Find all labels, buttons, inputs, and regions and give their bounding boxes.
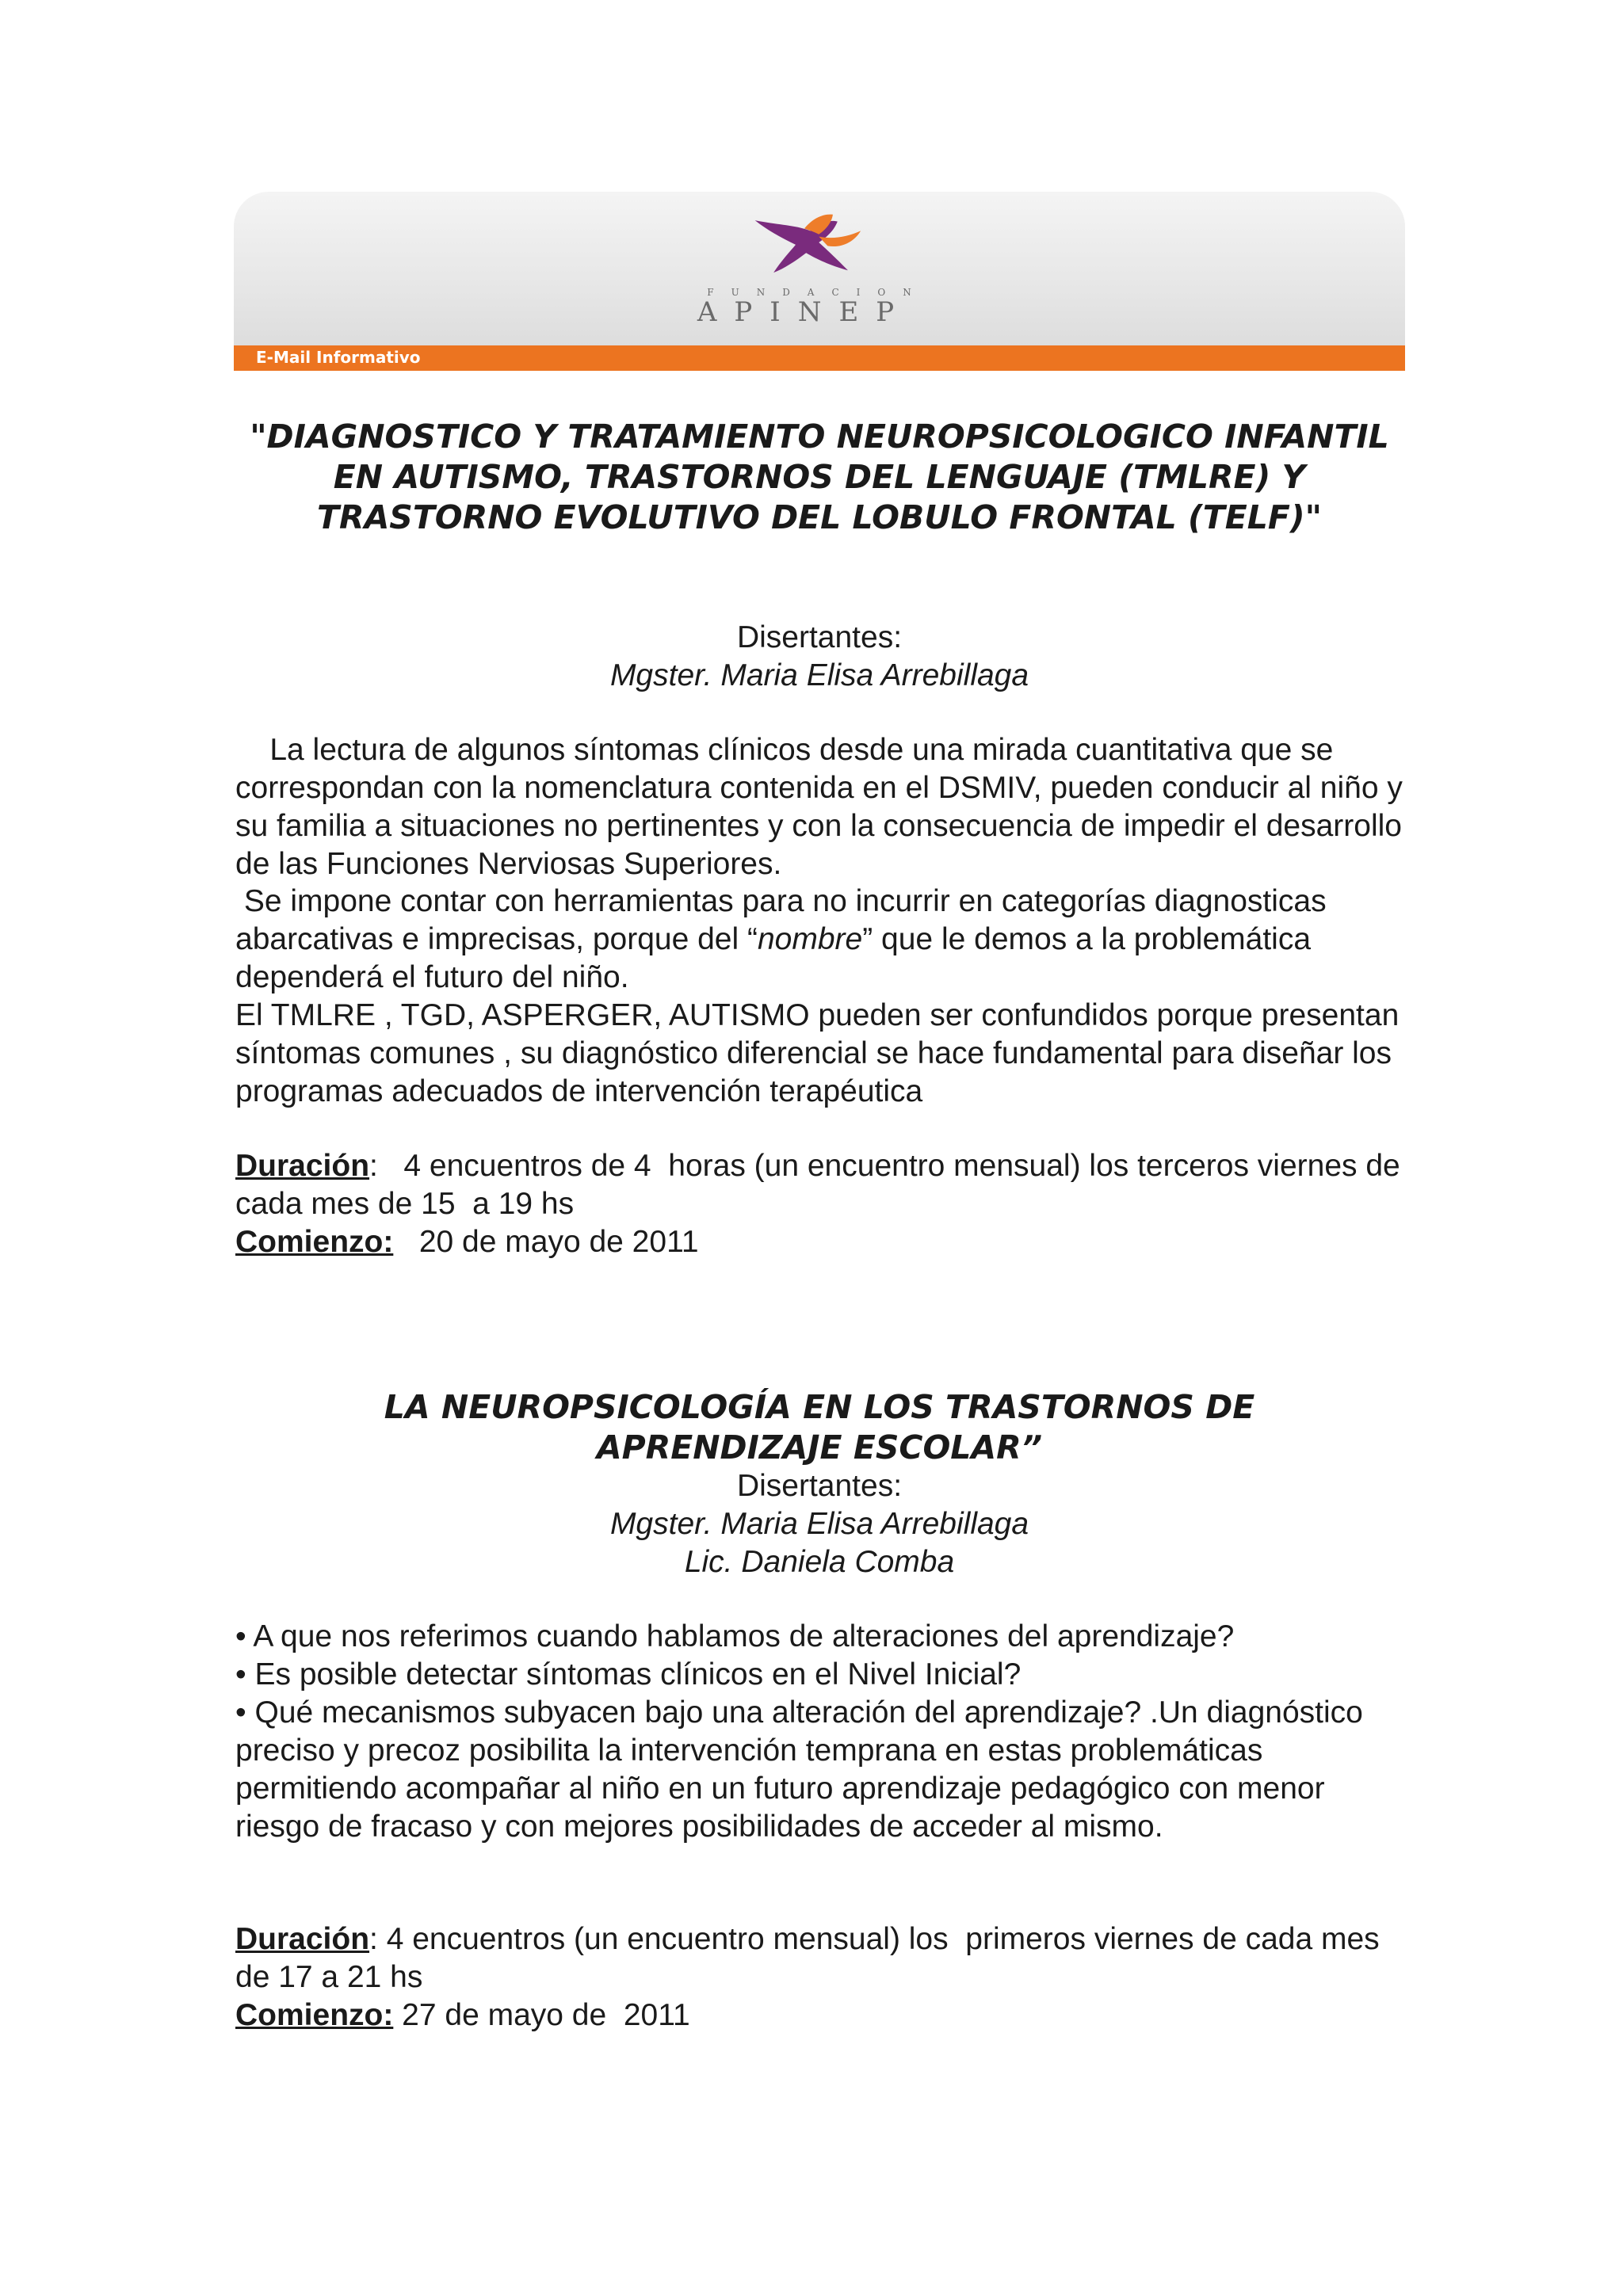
logo-foundation-text: FUNDACION <box>707 287 929 298</box>
email-informativo-label: E-Mail Informativo <box>256 348 421 367</box>
course1-start-text: 20 de mayo de 2011 <box>393 1225 699 1259</box>
course1-p2-before: Se impone contar con herramientas para no incurrir en categorías diagnosticas abarcativas e imprecisas, porque del “ <box>235 884 1335 956</box>
course2-duration-text: : 4 encuentros (un encuentro mensual) los primeros viernes de cada mes de 17 a 21 hs <box>235 1922 1388 1994</box>
course2-duration <box>235 1920 1408 1997</box>
course1-start-label: Comienzo: <box>235 1225 394 1259</box>
course1-duration-text: : 4 encuentros de 4 horas (un encuentro mensual) los terceros viernes de cada mes de 15 a 19 hs <box>235 1149 1409 1221</box>
email-informativo-bar <box>234 345 1405 371</box>
course1-paragraph-2 <box>235 883 1408 997</box>
course1-p2-after: ” que le demos a la problemática dependerá el futuro del niño. <box>235 922 1319 994</box>
course1-speakers-label: Disertantes: <box>736 620 903 654</box>
course2-speaker-1: Mgster. Maria Elisa Arrebillaga <box>609 1507 1029 1541</box>
course2-start-text: 27 de mayo de 2011 <box>393 1998 690 2032</box>
course1-paragraph-3: El TMLRE , TGD, ASPERGER, AUTISMO pueden ser confundidos porque presentan síntomas comunes , su diagnóstico diferencial se hace fundamental para diseñar los programas adecuados de intervención terapéutica <box>235 998 1408 1108</box>
course2-start-label: Comienzo: <box>235 1998 394 2032</box>
course2-title-line-2: APRENDIZAJE ESCOLAR” <box>596 1428 1043 1466</box>
course1-speaker-1: Mgster. Maria Elisa Arrebillaga <box>609 658 1029 692</box>
course2-bullet-1: • A que nos referimos cuando hablamos de alteraciones del aprendizaje? <box>235 1619 1235 1653</box>
course2-speaker-2: Lic. Daniela Comba <box>684 1545 955 1579</box>
course2-duration-label: Duración <box>235 1922 370 1956</box>
apinep-star-logo-icon <box>674 208 935 295</box>
course2-bullet-3: • Qué mecanismos subyacen bajo una alteración del aprendizaje? .Un diagnóstico preciso y precoz posibilita la intervención temprana en estas problemáticas permitiendo acompañar al niño en un futuro aprendizaje pedagógico con menor riesgo de fracaso y con mejores posibilidades de acceder al mismo. <box>235 1695 1372 1844</box>
course2-start <box>235 1997 1408 2035</box>
course2-bullet-2: • Es posible detectar síntomas clínicos en el Nivel Inicial? <box>235 1657 1022 1691</box>
course1-duration <box>235 1147 1408 1223</box>
logo-apinep-text: APINEP <box>697 296 912 328</box>
course1-duration-label: Duración <box>235 1149 370 1183</box>
course1-paragraph-1: La lectura de algunos síntomas clínicos desde una mirada cuantitativa que se correspondan con la nomenclatura contenida en el DSMIV, pueden conducir al niño y su familia a situaciones no pertinentes y con la consecuencia de impedir el desarrollo de las Funciones Nerviosas Superiores. <box>235 733 1411 881</box>
course2-speakers-label: Disertantes: <box>736 1469 903 1503</box>
course1-start <box>235 1223 1408 1261</box>
course2-title-line-1: LA NEUROPSICOLOGÍA EN LOS TRASTORNOS DE <box>384 1388 1255 1426</box>
course1-title: "DIAGNOSTICO Y TRATAMIENTO NEUROPSICOLOGICO INFANTIL EN AUTISMO, TRASTORNOS DEL LENGUAJE (TMLRE) Y TRASTORNO EVOLUTIVO DEL LOBULO FRONTAL (TELF)" <box>250 418 1389 536</box>
course1-p2-italic: nombre <box>757 922 863 956</box>
